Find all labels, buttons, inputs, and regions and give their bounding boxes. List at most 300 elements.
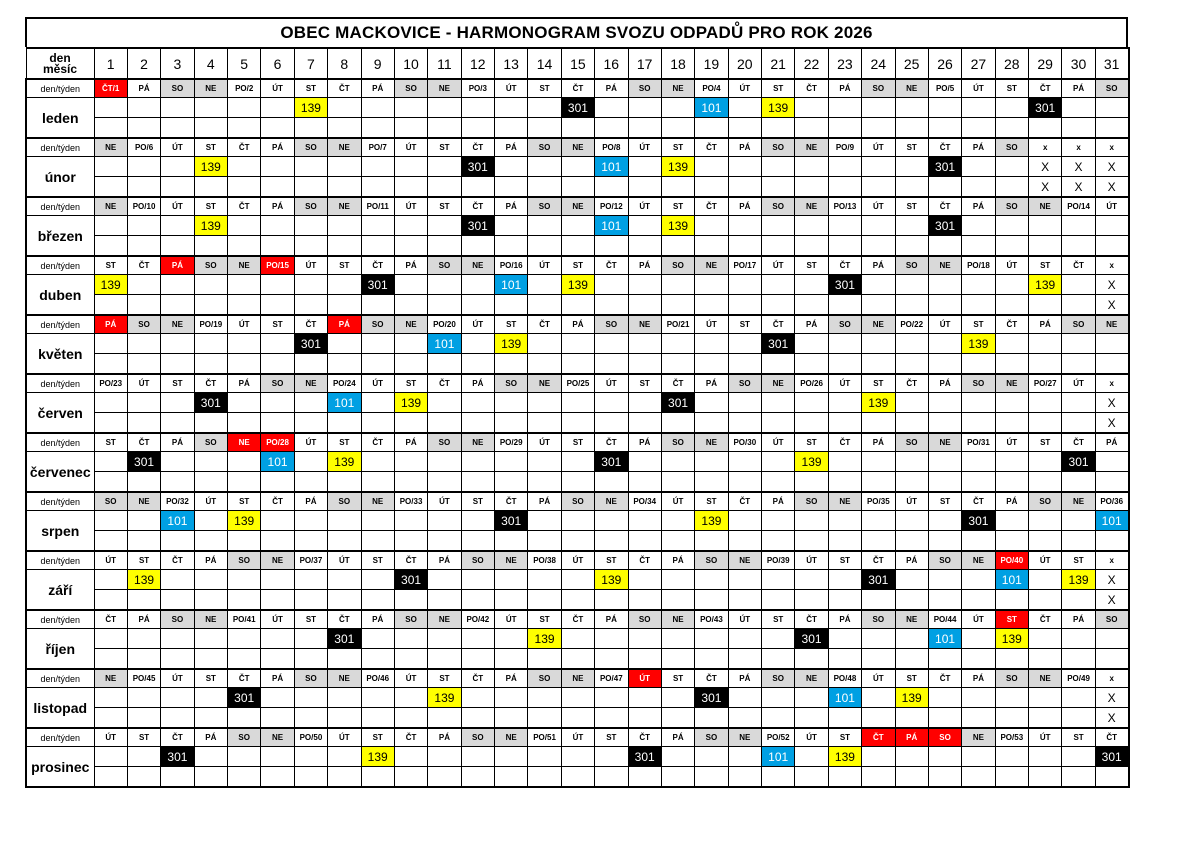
day-number-header: 6 [261,48,294,79]
weekday-cell: PÁ [495,197,528,216]
empty-cell [428,649,461,670]
empty-cell [194,531,227,552]
empty-cell [328,708,361,729]
empty-cell [294,472,327,493]
weekday-cell: NE [394,315,427,334]
weekday-cell: PÁ [161,256,194,275]
collection-marker: 139 [995,629,1028,649]
empty-cell [294,275,327,295]
empty-cell [628,413,661,434]
weekday-cell: SO [394,610,427,629]
empty-cell [228,767,261,788]
empty-cell [127,275,160,295]
empty-cell [528,590,561,611]
weekday-cell: ST [94,256,127,275]
empty-cell [795,354,828,375]
empty-cell [394,236,427,257]
month-name: květen [26,334,94,375]
weekday-cell: ČT [461,669,494,688]
weekday-cell: PÁ [728,197,761,216]
weekday-cell: PÁ [862,433,895,452]
empty-cell [261,649,294,670]
empty-cell [394,747,427,767]
empty-cell [228,216,261,236]
weekday-cell: SO [495,374,528,393]
empty-cell [127,393,160,413]
weekday-cell: NE [895,610,928,629]
empty-cell [995,354,1028,375]
empty-cell [1029,452,1062,472]
weekday-cell: NE [495,551,528,570]
empty-cell [495,216,528,236]
empty-cell [762,472,795,493]
weekday-cell: PÁ [94,315,127,334]
weekday-cell: NE [127,492,160,511]
empty-cell [361,393,394,413]
empty-cell [661,747,694,767]
empty-cell [595,590,628,611]
empty-cell [895,275,928,295]
empty-cell [461,98,494,118]
weekday-cell: SO [394,79,427,98]
weekday-cell: ST [194,197,227,216]
empty-cell [862,216,895,236]
empty-cell [461,393,494,413]
empty-cell [895,413,928,434]
weekday-cell: ST [328,256,361,275]
empty-cell [394,767,427,788]
empty-cell [228,649,261,670]
weekday-cell: ST [261,315,294,334]
collection-row [26,747,1129,767]
weekday-cell: ST [561,256,594,275]
empty-cell [895,649,928,670]
weekday-cell: NE [661,610,694,629]
weekday-cell: PO/2 [228,79,261,98]
empty-cell [1062,393,1095,413]
empty-cell [228,236,261,257]
empty-cell [862,472,895,493]
weekday-cell: ČT [361,256,394,275]
empty-cell [561,708,594,729]
weekday-cell: PO/17 [728,256,761,275]
empty-cell [1029,236,1062,257]
empty-cell [595,393,628,413]
empty-cell [461,334,494,354]
day-number-header: 19 [695,48,728,79]
empty-cell [862,531,895,552]
empty-cell [928,295,961,316]
empty-cell [294,354,327,375]
weekday-cell: PO/26 [795,374,828,393]
empty-cell [1029,511,1062,531]
empty-cell [828,452,861,472]
empty-cell [528,354,561,375]
empty-cell [94,157,127,177]
weekday-cell: PÁ [361,610,394,629]
empty-cell [461,649,494,670]
collection-marker: 101 [261,452,294,472]
empty-cell [294,767,327,788]
empty-cell [962,413,995,434]
weekday-cell: PÁ [962,138,995,157]
weekday-cell: ÚT [194,492,227,511]
empty-cell [361,472,394,493]
empty-cell [161,649,194,670]
collection-marker: 101 [161,511,194,531]
collection-marker: X [1095,570,1128,590]
empty-cell [1062,98,1095,118]
collection-row [26,118,1129,139]
collection-marker: 139 [495,334,528,354]
empty-cell [928,452,961,472]
collection-row [26,472,1129,493]
month-name: červenec [26,452,94,493]
empty-cell [1029,334,1062,354]
collection-marker: 139 [127,570,160,590]
empty-cell [261,570,294,590]
weekday-row-label: den/týden [26,315,94,334]
empty-cell [1062,295,1095,316]
weekday-cell: PO/15 [261,256,294,275]
weekday-cell: ČT [228,669,261,688]
weekday-cell: ČT [928,669,961,688]
empty-cell [795,334,828,354]
collection-row [26,393,1129,413]
empty-cell [495,98,528,118]
empty-cell [561,177,594,198]
weekday-cell: NE [495,728,528,747]
weekday-cell: x [1095,669,1128,688]
empty-cell [895,452,928,472]
empty-cell [328,511,361,531]
empty-cell [962,216,995,236]
empty-cell [328,531,361,552]
empty-cell [428,275,461,295]
empty-cell [328,236,361,257]
empty-cell [1062,216,1095,236]
empty-cell [161,688,194,708]
weekday-cell: ČT [461,138,494,157]
empty-cell [161,334,194,354]
empty-cell [928,98,961,118]
empty-cell [1029,472,1062,493]
weekday-cell: ČT [661,374,694,393]
empty-cell [661,275,694,295]
collection-marker: 301 [661,393,694,413]
weekday-cell: ST [194,669,227,688]
empty-cell [1095,767,1128,788]
empty-cell [561,511,594,531]
empty-cell [962,472,995,493]
empty-cell [161,118,194,139]
weekday-cell: PO/20 [428,315,461,334]
month-name: leden [26,98,94,139]
weekday-cell: PO/33 [394,492,427,511]
weekday-cell: ST [361,728,394,747]
empty-cell [127,708,160,729]
empty-cell [428,393,461,413]
empty-cell [1029,708,1062,729]
empty-cell [695,236,728,257]
day-number-header: 12 [461,48,494,79]
empty-cell [661,590,694,611]
empty-cell [995,649,1028,670]
empty-cell [728,767,761,788]
empty-cell [428,354,461,375]
weekday-cell: PÁ [1029,315,1062,334]
empty-cell [862,688,895,708]
empty-cell [1095,354,1128,375]
weekday-cell: ST [528,610,561,629]
weekday-cell: ÚT [394,197,427,216]
weekday-cell: PÁ [628,256,661,275]
collection-marker: 301 [194,393,227,413]
weekday-cell: NE [828,492,861,511]
empty-cell [595,275,628,295]
weekday-cell: SO [528,197,561,216]
weekday-cell: ST [428,138,461,157]
weekday-cell: NE [194,610,227,629]
empty-cell [328,570,361,590]
weekday-row-label: den/týden [26,669,94,688]
empty-cell [294,708,327,729]
empty-cell [595,118,628,139]
empty-cell [561,649,594,670]
empty-cell [1062,688,1095,708]
weekday-cell: ST [895,138,928,157]
weekday-cell: ČT [394,551,427,570]
empty-cell [1095,531,1128,552]
empty-cell [361,511,394,531]
empty-cell [228,177,261,198]
collection-marker: 101 [928,629,961,649]
collection-marker: 139 [1062,570,1095,590]
day-number-header: 2 [127,48,160,79]
empty-cell [828,708,861,729]
weekday-cell: NE [728,728,761,747]
empty-cell [1029,747,1062,767]
empty-cell [261,511,294,531]
schedule-sheet [25,17,1128,788]
weekday-cell: NE [795,669,828,688]
empty-cell [628,452,661,472]
empty-cell [628,511,661,531]
empty-cell [928,767,961,788]
weekday-cell: PÁ [194,728,227,747]
empty-cell [394,629,427,649]
weekday-cell: ČT [428,374,461,393]
empty-cell [962,177,995,198]
weekday-cell: PO/32 [161,492,194,511]
empty-cell [862,98,895,118]
weekday-cell: NE [261,551,294,570]
collection-marker: X [1095,393,1128,413]
empty-cell [495,767,528,788]
empty-cell [661,688,694,708]
weekday-cell: PO/5 [928,79,961,98]
empty-cell [661,629,694,649]
weekday-cell: ÚT [595,374,628,393]
empty-cell [261,708,294,729]
empty-cell [962,118,995,139]
empty-cell [361,334,394,354]
empty-cell [394,413,427,434]
weekday-cell: ÚT [862,669,895,688]
empty-cell [661,531,694,552]
empty-cell [394,275,427,295]
empty-cell [561,236,594,257]
empty-cell [294,157,327,177]
collection-marker: 301 [628,747,661,767]
empty-cell [228,393,261,413]
weekday-cell: SO [228,728,261,747]
weekday-cell: PÁ [461,374,494,393]
empty-cell [762,649,795,670]
empty-cell [728,216,761,236]
weekday-cell: ÚT [561,551,594,570]
empty-cell [528,570,561,590]
empty-cell [328,688,361,708]
empty-cell [728,295,761,316]
collection-marker: 139 [795,452,828,472]
weekday-cell: x [1062,138,1095,157]
empty-cell [94,354,127,375]
weekday-cell: ÚT [995,433,1028,452]
empty-cell [661,708,694,729]
empty-cell [428,767,461,788]
empty-cell [328,118,361,139]
empty-cell [194,118,227,139]
collection-marker: 139 [394,393,427,413]
collection-marker: 301 [161,747,194,767]
weekday-cell: ÚT [628,138,661,157]
weekday-cell: PO/29 [495,433,528,452]
empty-cell [261,354,294,375]
empty-cell [1095,472,1128,493]
empty-cell [1029,295,1062,316]
empty-cell [194,688,227,708]
collection-row [26,590,1129,611]
empty-cell [928,531,961,552]
empty-cell [127,354,160,375]
weekday-cell: PÁ [561,315,594,334]
weekday-cell: ST [928,492,961,511]
empty-cell [995,413,1028,434]
empty-cell [628,236,661,257]
empty-cell [228,472,261,493]
empty-cell [228,629,261,649]
empty-cell [361,98,394,118]
empty-cell [862,649,895,670]
collection-marker: 139 [762,98,795,118]
empty-cell [1062,649,1095,670]
weekday-cell: PO/11 [361,197,394,216]
weekday-cell: SO [294,197,327,216]
empty-cell [728,413,761,434]
weekday-cell: ST [995,79,1028,98]
weekday-cell: NE [628,315,661,334]
weekday-cell: ČT [461,197,494,216]
collection-marker: 139 [194,216,227,236]
empty-cell [661,354,694,375]
weekday-cell: PO/49 [1062,669,1095,688]
weekday-cell: ČT [528,315,561,334]
weekday-cell: ČT [695,138,728,157]
empty-cell [795,688,828,708]
empty-cell [461,688,494,708]
weekday-cell: NE [228,256,261,275]
weekday-cell: ČT [995,315,1028,334]
weekday-cell: PÁ [394,256,427,275]
empty-cell [94,98,127,118]
weekday-row [26,551,1129,570]
empty-cell [261,629,294,649]
empty-cell [762,216,795,236]
weekday-row-label: den/týden [26,79,94,98]
empty-cell [194,334,227,354]
empty-cell [127,767,160,788]
empty-cell [528,98,561,118]
empty-cell [895,629,928,649]
empty-cell [995,393,1028,413]
empty-cell [528,393,561,413]
weekday-cell: PO/10 [127,197,160,216]
empty-cell [328,157,361,177]
weekday-cell: SO [595,315,628,334]
empty-cell [795,98,828,118]
empty-cell [161,157,194,177]
empty-cell [561,590,594,611]
weekday-cell: PO/39 [762,551,795,570]
weekday-cell: SO [194,256,227,275]
weekday-cell: ÚT [127,374,160,393]
empty-cell [628,393,661,413]
weekday-cell: ÚT [828,374,861,393]
collection-marker: 101 [762,747,795,767]
empty-cell [495,472,528,493]
day-number-header: 13 [495,48,528,79]
empty-cell [495,570,528,590]
weekday-row [26,197,1129,216]
weekday-cell: ÚT [1095,197,1128,216]
empty-cell [161,98,194,118]
weekday-cell: ÚT [561,728,594,747]
empty-cell [762,157,795,177]
empty-cell [762,275,795,295]
weekday-row [26,669,1129,688]
collection-marker: 101 [995,570,1028,590]
empty-cell [1062,747,1095,767]
empty-cell [461,708,494,729]
weekday-cell: ÚT [995,256,1028,275]
empty-cell [595,98,628,118]
weekday-cell: PÁ [928,374,961,393]
empty-cell [127,236,160,257]
weekday-cell: ČT [127,256,160,275]
empty-cell [561,216,594,236]
empty-cell [962,531,995,552]
collection-marker: X [1029,157,1062,177]
empty-cell [962,452,995,472]
empty-cell [1029,118,1062,139]
empty-cell [361,570,394,590]
empty-cell [828,649,861,670]
empty-cell [328,216,361,236]
collection-marker: 139 [862,393,895,413]
collection-marker: X [1095,275,1128,295]
day-number-header: 22 [795,48,828,79]
